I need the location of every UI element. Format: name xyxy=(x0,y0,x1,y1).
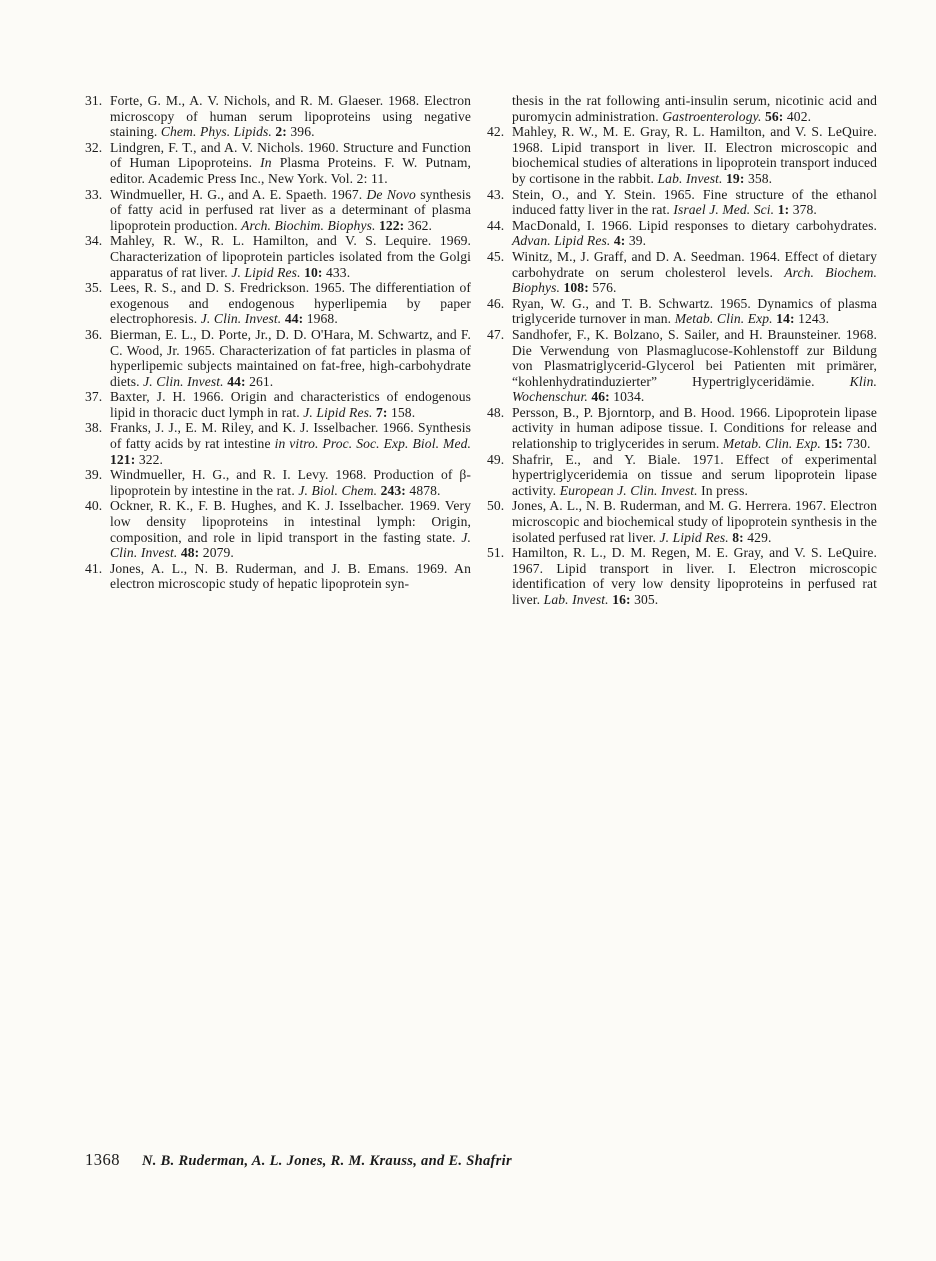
reference-entry xyxy=(487,296,877,327)
reference-entry xyxy=(487,218,877,249)
reference-number: 46. xyxy=(487,295,505,311)
reference-text-segment: 56: xyxy=(764,108,784,124)
reference-text-segment: 1968. xyxy=(303,311,338,327)
reference-text-segment: Forte, G. M., A. V. Nichols, and R. M. Glaeser. 1968. Electron microscopy of human serum lipoproteins using negative staining. xyxy=(110,93,471,140)
reference-entry-continuation xyxy=(487,93,877,124)
references-column-right xyxy=(487,93,877,608)
reference-number: 40. xyxy=(85,498,103,514)
reference-entry xyxy=(487,327,877,405)
reference-text-segment: Metab. Clin. Exp. xyxy=(674,311,773,327)
reference-text-segment: Advan. Lipid Res. xyxy=(512,233,611,249)
reference-entry xyxy=(487,545,877,607)
reference-text-segment: Jones, A. L., N. B. Ruderman, and J. B. Emans. 1969. An electron microscopic study of hepatic lipoprotein syn- xyxy=(110,560,471,592)
reference-text-segment: Lindgren, F. T., and A. V. Nichols. 1960. Structure and Function of Human Lipoproteins. xyxy=(110,139,471,171)
reference-text-segment: Ryan, W. G., and T. B. Schwartz. 1965. Dynamics of plasma triglyceride turnover in man. xyxy=(512,295,877,327)
reference-text-segment: European J. Clin. Invest. xyxy=(559,482,698,498)
reference-number: 36. xyxy=(85,326,103,342)
reference-entry xyxy=(85,233,471,280)
reference-entry xyxy=(85,420,471,467)
reference-text-segment: 378. xyxy=(789,202,817,218)
reference-text-segment: J. Lipid Res. xyxy=(231,264,301,280)
reference-text-segment: Shafrir, E., and Y. Biale. 1971. Effect of experimental hypertriglyceridemia on tissue and serum lipoprotein lipase activity. xyxy=(512,451,877,498)
reference-entry xyxy=(487,124,877,186)
reference-text-segment: Lab. Invest. xyxy=(543,592,609,607)
reference-text-segment: Plasma Proteins. F. W. Putnam, editor. Academic Press Inc., New York. Vol. 2: 11. xyxy=(110,155,471,186)
reference-text-segment: Bierman, E. L., D. Porte, Jr., D. D. O'Hara, M. Schwartz, and F. C. Wood, Jr. 1965. Characterization of fat particles in plasma of hyperlipemic subjects maintained on fat-free, high-carbohydrate diets. xyxy=(110,326,471,389)
reference-number: 51. xyxy=(487,545,505,561)
reference-number: 31. xyxy=(85,93,103,108)
reference-number: 35. xyxy=(85,280,103,296)
reference-number: 45. xyxy=(487,248,505,264)
reference-text-segment: thesis in the rat following anti-insulin serum, nicotinic acid and puromycin administration. xyxy=(512,93,877,124)
reference-number: 50. xyxy=(487,498,505,514)
reference-text-segment: Arch. Biochem. Biophys. xyxy=(512,264,877,296)
reference-text-segment: 1: xyxy=(777,202,790,218)
reference-text-segment: 44: xyxy=(227,373,246,389)
reference-number: 34. xyxy=(85,233,103,249)
running-authors: N. B. Ruderman, A. L. Jones, R. M. Krauss, and E. Shafrir xyxy=(142,1153,512,1169)
reference-text-segment: In xyxy=(260,155,272,171)
reference-text-segment: Hamilton, R. L., D. M. Regen, M. E. Gray, and V. S. LeQuire. 1967. Lipid transport in liver. I. Electron microscopic identification of very low density lipoproteins in perfused rat liver. xyxy=(512,545,877,607)
reference-text-segment: 108: xyxy=(563,280,589,296)
reference-text-segment: 7: xyxy=(375,404,388,420)
reference-text-segment: 39. xyxy=(625,233,647,249)
reference-text-segment: 261. xyxy=(245,373,274,389)
reference-text-segment: 362. xyxy=(404,217,432,233)
reference-entry xyxy=(85,389,471,420)
reference-text-segment: 48: xyxy=(180,545,200,561)
reference-text-segment: Windmueller, H. G., and A. E. Spaeth. 1967. xyxy=(110,186,367,202)
reference-text-segment: 305. xyxy=(630,592,659,607)
reference-number: 33. xyxy=(85,186,103,202)
reference-entry xyxy=(487,452,877,499)
reference-text-segment: Ockner, R. K., F. B. Hughes, and K. J. Isselbacher. 1969. Very low density lipoproteins in intestinal lymph: Origin, composition, and role in lipid transport in the fasting state. xyxy=(110,498,471,545)
reference-text-segment: 10: xyxy=(304,264,323,280)
reference-text-segment: Metab. Clin. Exp. xyxy=(722,436,821,452)
reference-text-segment: 402. xyxy=(783,108,812,124)
reference-text-segment: 122: xyxy=(378,217,405,233)
reference-text-segment: MacDonald, I. 1966. Lipid responses to dietary carbohydrates. xyxy=(512,217,877,233)
reference-text-segment: 4878. xyxy=(405,482,441,498)
reference-text-segment: Winitz, M., J. Graff, and D. A. Seedman. 1964. Effect of dietary carbohydrate on serum cholesterol levels. xyxy=(512,248,877,280)
reference-text-segment: Stein, O., and Y. Stein. 1965. Fine structure of the ethanol induced fatty liver in the rat. xyxy=(512,186,877,218)
reference-number: 42. xyxy=(487,124,505,140)
reference-text-segment: 15: xyxy=(824,436,843,452)
reference-text-segment: De Novo xyxy=(366,186,416,202)
reference-entry xyxy=(487,187,877,218)
reference-text-segment: Sandhofer, F., K. Bolzano, S. Sailer, and H. Braunsteiner. 1968. Die Verwendung von Plasmaglucose-Kohlenstoff zur Bildung von Plasmatriglycerid-Glycerol bei Patienten mit primärer, “kohlenhydratinduzierter” Hypertriglyceridämie. xyxy=(512,326,877,389)
reference-entry xyxy=(85,561,471,592)
reference-text-segment: J. Biol. Chem. xyxy=(298,482,378,498)
reference-text-segment: Chem. Phys. Lipids. xyxy=(160,124,272,140)
reference-text-segment: J. Clin. Invest. xyxy=(200,311,282,327)
reference-text-segment: 44: xyxy=(284,311,304,327)
reference-text-segment: 429. xyxy=(743,529,772,545)
reference-text-segment: Persson, B., P. Bjorntorp, and B. Hood. 1966. Lipoprotein lipase activity in human adipose tissue. I. Conditions for release and relationship to triglycerides in serum. xyxy=(512,404,877,452)
reference-number: 48. xyxy=(487,404,505,420)
reference-text-segment: 8: xyxy=(732,529,744,545)
reference-text-segment: Baxter, J. H. 1966. Origin and characteristics of endogenous lipid in thoracic duct lymph in rat. xyxy=(110,389,471,420)
reference-number: 43. xyxy=(487,186,505,202)
reference-number: 39. xyxy=(85,467,103,483)
reference-number: 47. xyxy=(487,326,505,342)
reference-text-segment: In press. xyxy=(697,482,749,498)
reference-text-segment: 1243. xyxy=(794,311,830,327)
reference-number: 38. xyxy=(85,420,103,436)
reference-entry xyxy=(85,140,471,187)
reference-text-segment: 2: xyxy=(275,124,287,140)
reference-entry xyxy=(85,93,471,140)
reference-text-segment: J. Clin. Invest. xyxy=(110,529,471,561)
reference-text-segment: Franks, J. J., E. M. Riley, and K. J. Isselbacher. 1966. Synthesis of fatty acids by rat intestine xyxy=(110,420,471,452)
reference-entry xyxy=(85,327,471,389)
reference-text-segment: 322. xyxy=(135,451,164,467)
reference-text-segment: 1034. xyxy=(609,389,645,405)
reference-text-segment: Israel J. Med. Sci. xyxy=(673,202,775,218)
reference-text-segment: 121: xyxy=(110,451,136,467)
reference-text-segment: 14: xyxy=(776,311,795,327)
reference-text-segment: 19: xyxy=(726,170,745,186)
reference-entry xyxy=(85,498,471,560)
reference-number: 32. xyxy=(85,139,103,155)
reference-text-segment: Jones, A. L., N. B. Ruderman, and M. G. Herrera. 1967. Electron microscopic and biochemical study of lipoprotein synthesis in the isolated perfused rat liver. xyxy=(512,498,877,545)
reference-text-segment: 4: xyxy=(613,233,626,249)
reference-text-segment: Gastroenterology. xyxy=(662,108,762,124)
reference-entry xyxy=(85,467,471,498)
reference-text-segment: Lees, R. S., and D. S. Fredrickson. 1965. The differentiation of exogenous and endogenous hyperlipemia by paper electrophoresis. xyxy=(110,280,471,327)
reference-text-segment: 243: xyxy=(380,482,406,498)
reference-text-segment: synthesis of fatty acid in perfused rat liver as a determinant of plasma lipoprotein production. xyxy=(110,186,471,233)
page-footer xyxy=(85,1150,512,1170)
reference-number: 41. xyxy=(85,560,103,576)
reference-number: 49. xyxy=(487,451,505,467)
reference-text-segment: J. Clin. Invest. xyxy=(143,373,224,389)
reference-text-segment: 730. xyxy=(842,436,871,452)
reference-entry xyxy=(487,498,877,545)
reference-text-segment: 158. xyxy=(387,404,416,420)
reference-text-segment: Mahley, R. W., R. L. Hamilton, and V. S. Lequire. 1969. Characterization of lipoprotein particles isolated from the Golgi apparatus of rat liver. xyxy=(110,233,471,280)
reference-entry xyxy=(85,187,471,234)
references-section xyxy=(85,93,877,608)
reference-text-segment: 2079. xyxy=(199,545,234,561)
reference-text-segment: 576. xyxy=(588,280,617,296)
page-number: 1368 xyxy=(85,1150,120,1169)
references-column-left xyxy=(85,93,471,608)
reference-entry xyxy=(487,249,877,296)
reference-text-segment: J. Lipid Res. xyxy=(659,529,729,545)
reference-text-segment: Lab. Invest. xyxy=(657,170,723,186)
reference-text-segment: Windmueller, H. G., and R. I. Levy. 1968. Production of β-lipoprotein by intestine in the rat. xyxy=(110,467,471,498)
reference-entry xyxy=(487,405,877,452)
reference-number: 37. xyxy=(85,389,103,405)
reference-text-segment: Arch. Biochim. Biophys. xyxy=(241,217,376,233)
reference-text-segment: in vitro. Proc. Soc. Exp. Biol. Med. xyxy=(274,436,471,452)
reference-text-segment: 433. xyxy=(322,264,351,280)
reference-text-segment: 46: xyxy=(591,389,610,405)
reference-text-segment: 358. xyxy=(744,170,773,186)
reference-text-segment: J. Lipid Res. xyxy=(303,404,373,420)
reference-number: 44. xyxy=(487,217,505,233)
reference-text-segment: 396. xyxy=(286,124,315,140)
reference-entry xyxy=(85,280,471,327)
reference-text-segment: Klin. Wochenschur. xyxy=(512,373,877,405)
reference-text-segment: Mahley, R. W., M. E. Gray, R. L. Hamilton, and V. S. LeQuire. 1968. Lipid transport in liver. II. Electron microscopic and biochemical studies of alterations in lipoprotein transport induced by cortisone in the rabbit. xyxy=(512,124,877,186)
reference-text-segment: 16: xyxy=(612,592,631,607)
